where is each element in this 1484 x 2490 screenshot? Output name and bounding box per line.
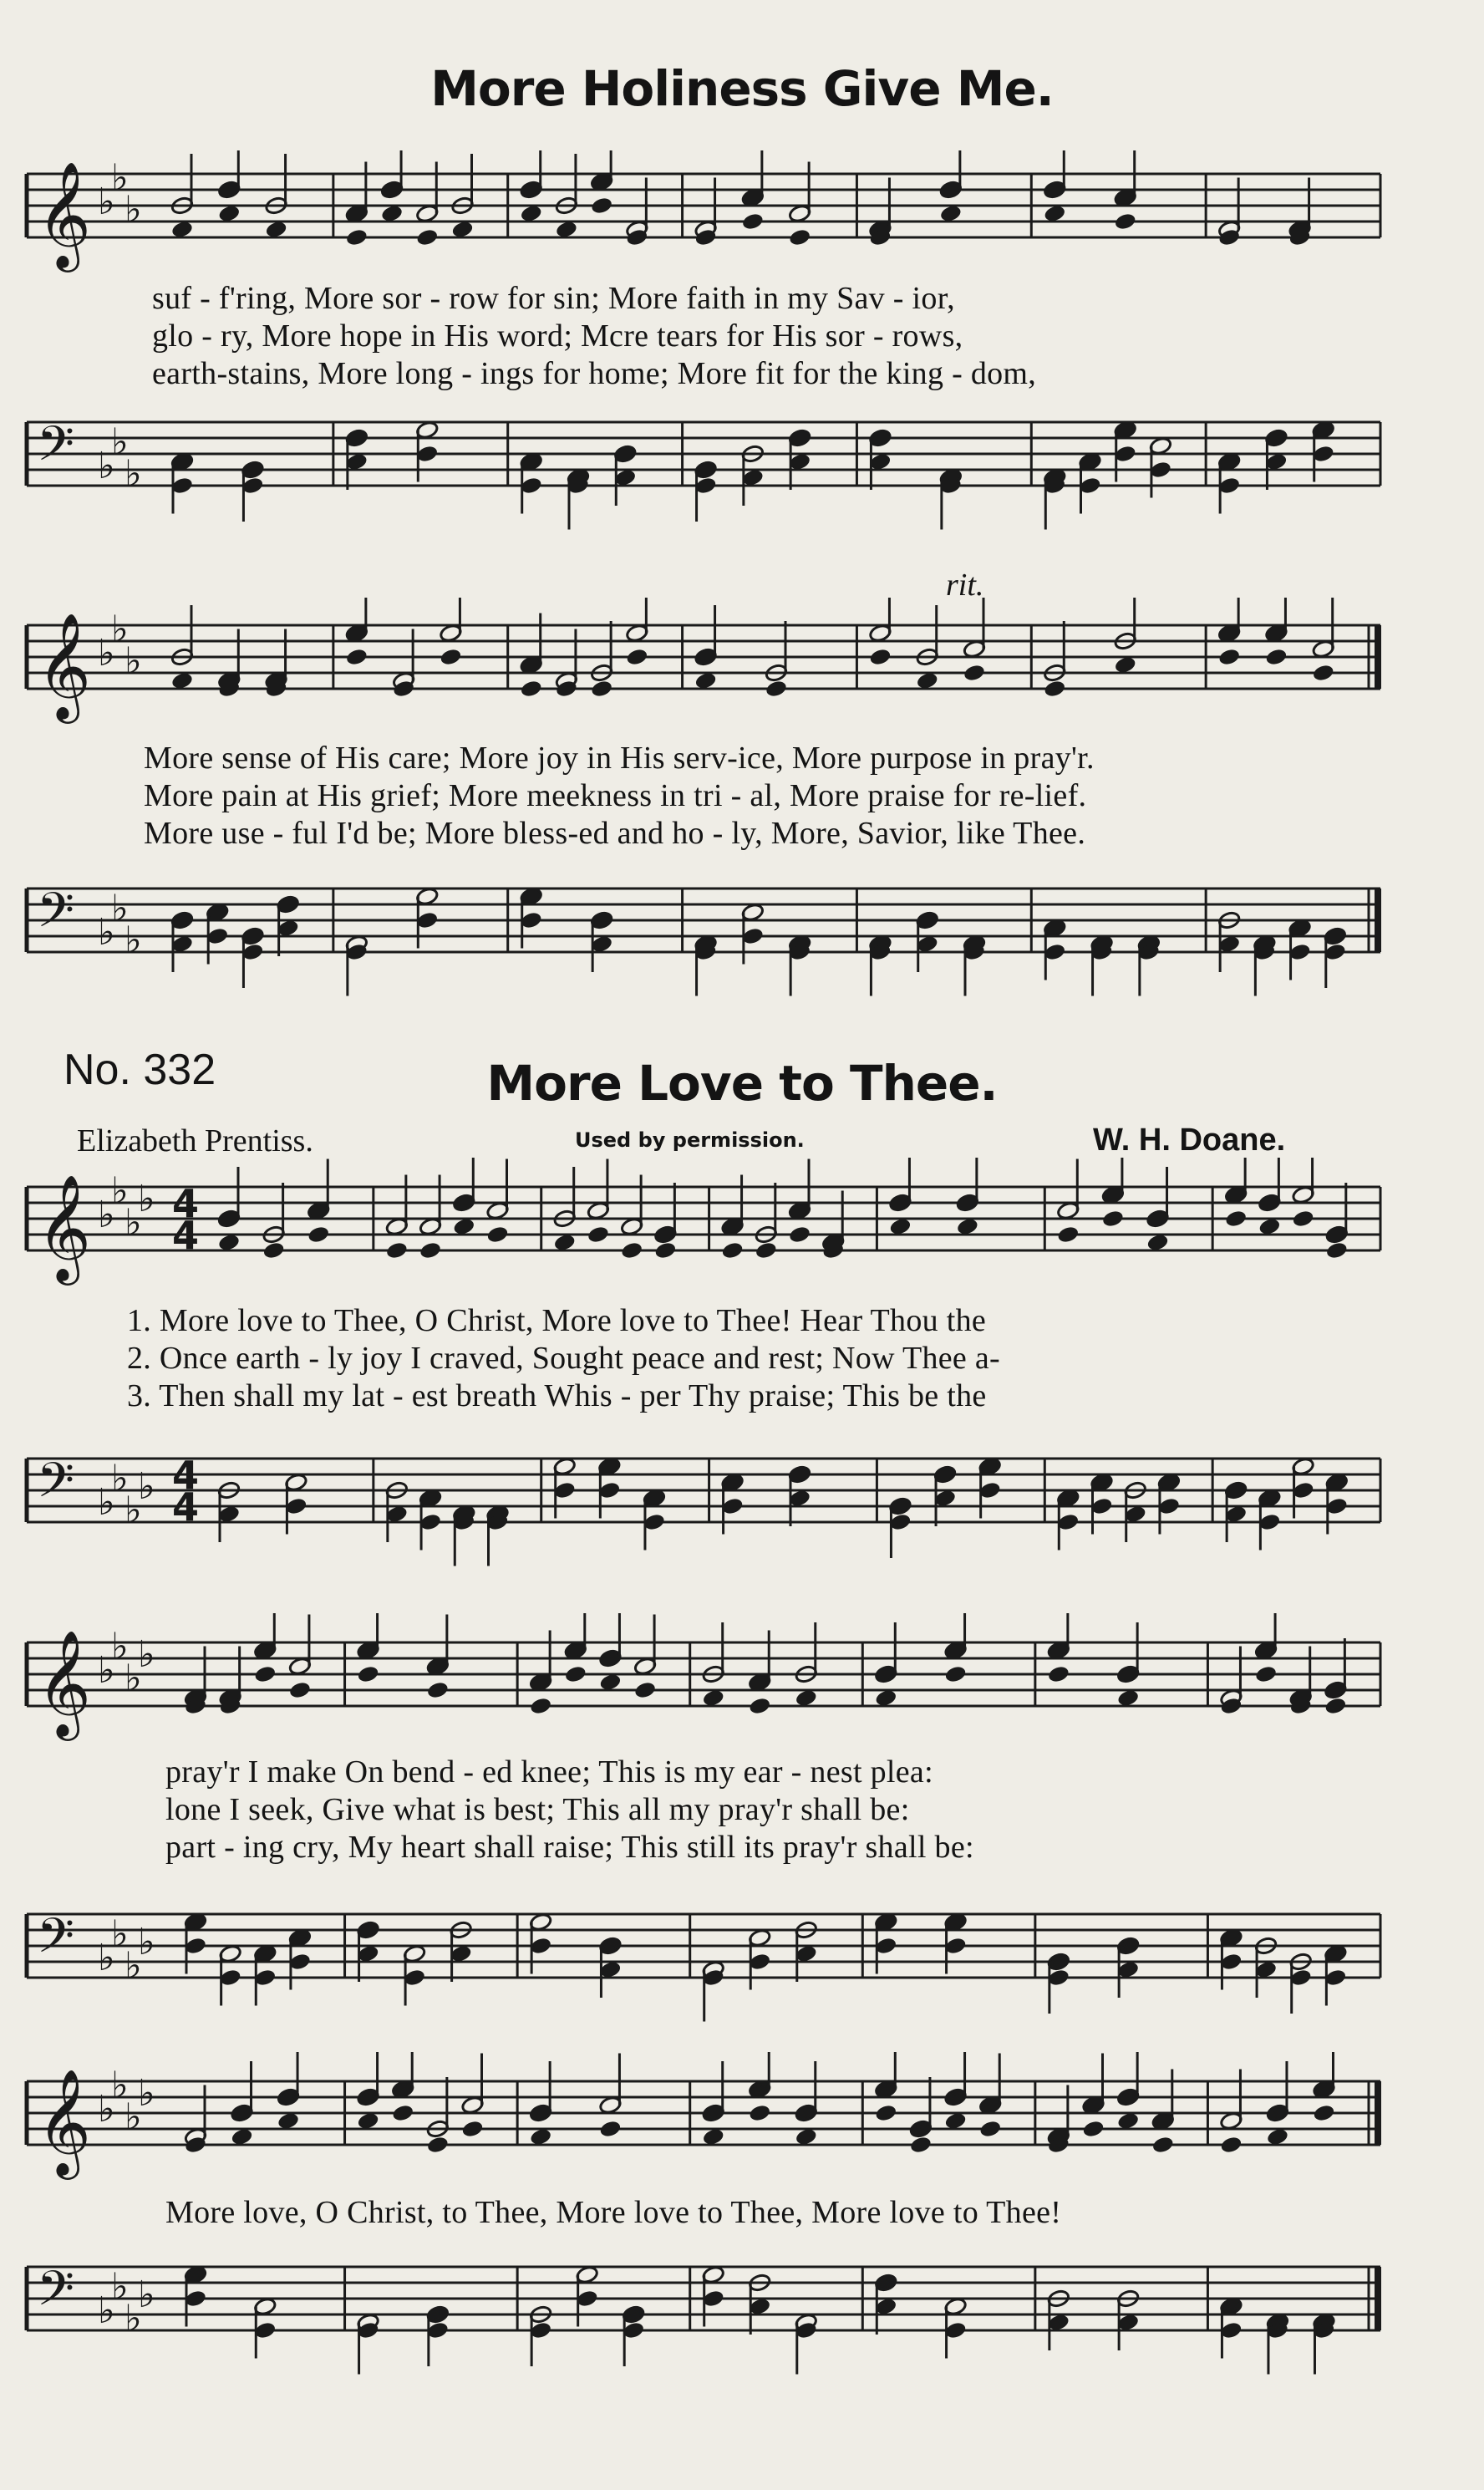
treble-clef-icon: 𝄞 bbox=[37, 1629, 92, 1736]
hymn2-system1-treble-staff bbox=[0, 1158, 1484, 1308]
time-signature-bottom: 4 bbox=[172, 1213, 200, 1258]
note-head bbox=[1047, 1664, 1070, 1683]
note-head bbox=[520, 679, 543, 698]
hymn1-system2-lyric-line-3: More use - ful I'd be; More bless-ed and ho - ly, More, Savior, like Thee. bbox=[144, 816, 1086, 851]
note-head bbox=[1151, 2135, 1175, 2154]
time-signature-top: 4 bbox=[172, 1453, 200, 1498]
flat-icon: ♭ bbox=[111, 2265, 129, 2309]
note-head bbox=[653, 1240, 677, 1260]
flat-icon: ♭ bbox=[138, 2274, 155, 2316]
hymn1-system2-lyric-line-1: More sense of His care; More joy in His serv-ice, More purpose in pray'r. bbox=[144, 741, 1095, 776]
note-head bbox=[1264, 647, 1288, 666]
hymn1-title: More Holiness Give Me. bbox=[430, 60, 1054, 117]
flat-icon: ♭ bbox=[111, 1169, 129, 1213]
hymn2-permission-note: Used by permission. bbox=[575, 1128, 805, 1152]
flat-icon: ♭ bbox=[98, 1649, 115, 1692]
note-head bbox=[625, 647, 648, 666]
flat-icon: ♭ bbox=[111, 420, 129, 464]
hymn2-system3-lyric-line-1: More love, O Christ, to Thee, More love to Thee, More love to Thee! bbox=[165, 2195, 1062, 2230]
note-head bbox=[1292, 1209, 1315, 1228]
flat-icon: ♭ bbox=[125, 2095, 142, 2139]
note-head bbox=[587, 1225, 610, 1244]
treble-clef-icon: 𝄞 bbox=[37, 2068, 92, 2175]
hymn2-system1-bass-staff bbox=[0, 1425, 1484, 1576]
flat-icon: ♭ bbox=[125, 2297, 142, 2340]
hymn2-system2-lyric-line-1: pray'r I make On bend - ed knee; This is my ear - nest plea: bbox=[165, 1754, 933, 1790]
hymn1-system2-treble-staff bbox=[0, 598, 1484, 748]
note-head bbox=[1043, 679, 1066, 698]
note-head bbox=[755, 1240, 778, 1260]
flat-icon: ♭ bbox=[125, 919, 142, 962]
note-head bbox=[963, 663, 986, 682]
bass-clef-icon: 𝄢 bbox=[37, 1452, 75, 1520]
note-head bbox=[485, 1225, 509, 1244]
bass-clef-icon: 𝄢 bbox=[37, 2260, 75, 2329]
flat-icon: ♭ bbox=[111, 1912, 129, 1956]
note-head bbox=[288, 1680, 312, 1699]
note-head bbox=[1324, 1696, 1347, 1715]
flat-icon: ♭ bbox=[98, 2088, 115, 2131]
hymn2-system3-bass-staff bbox=[0, 2233, 1484, 2384]
note-head bbox=[978, 2119, 1002, 2138]
flat-icon: ♭ bbox=[98, 445, 115, 487]
bass-clef-icon: 𝄢 bbox=[37, 415, 75, 484]
note-head bbox=[598, 2119, 622, 2138]
flat-icon: ♭ bbox=[111, 887, 129, 930]
flat-icon: ♭ bbox=[111, 2064, 129, 2107]
note-head bbox=[253, 1664, 277, 1683]
flat-icon: ♭ bbox=[138, 1178, 155, 1220]
note-head bbox=[1254, 1664, 1278, 1683]
flat-icon: ♭ bbox=[98, 911, 115, 954]
note-head bbox=[1081, 2119, 1105, 2138]
note-head bbox=[765, 679, 788, 698]
note-head bbox=[1312, 2103, 1335, 2122]
note-head bbox=[944, 1664, 968, 1683]
flat-icon: ♭ bbox=[138, 1921, 155, 1963]
note-head bbox=[1114, 211, 1137, 231]
hymn1-system1-lyric-line-3: earth-stains, More long - ings for home; More fit for the king - dom, bbox=[152, 356, 1037, 391]
note-head bbox=[741, 211, 765, 231]
note-head bbox=[391, 2103, 414, 2122]
note-head bbox=[590, 679, 613, 698]
note-head bbox=[426, 2135, 450, 2154]
hymn1-system1-lyric-line-2: glo - ry, More hope in His word; Mcre tears for His sor - rows, bbox=[152, 318, 963, 354]
hymn2-system2-lyric-line-3: part - ing cry, My heart shall raise; This still its pray'r shall be: bbox=[165, 1830, 974, 1865]
flat-icon: ♭ bbox=[125, 1489, 142, 1532]
flat-icon: ♭ bbox=[98, 2289, 115, 2332]
note-head bbox=[426, 1680, 450, 1699]
hymn2-author: Elizabeth Prentiss. bbox=[77, 1123, 313, 1158]
hymn2-title: More Love to Thee. bbox=[486, 1055, 998, 1112]
flat-icon: ♭ bbox=[125, 1201, 142, 1245]
note-head bbox=[357, 1664, 380, 1683]
note-head bbox=[721, 1240, 745, 1260]
flat-icon: ♭ bbox=[138, 1465, 155, 1508]
hymn1-rit-mark: rit. bbox=[946, 568, 984, 603]
note-head bbox=[1312, 663, 1335, 682]
note-head bbox=[385, 1240, 409, 1260]
note-head bbox=[633, 1680, 657, 1699]
treble-clef-icon: 𝄞 bbox=[37, 160, 92, 267]
hymn2-system2-treble-staff bbox=[0, 1613, 1484, 1764]
note-head bbox=[415, 227, 439, 247]
flat-icon: ♭ bbox=[111, 608, 129, 651]
note-head bbox=[788, 227, 811, 247]
note-head bbox=[1056, 1225, 1080, 1244]
hymn1-system1-treble-staff bbox=[0, 150, 1484, 301]
flat-icon: ♭ bbox=[98, 1481, 115, 1524]
note-head bbox=[439, 647, 462, 666]
hymn1-system2-bass-staff bbox=[0, 857, 1484, 1007]
note-head bbox=[1224, 1209, 1248, 1228]
flat-icon: ♭ bbox=[98, 1194, 115, 1236]
flat-icon: ♭ bbox=[125, 1944, 142, 1988]
hymn1-system1-bass-staff bbox=[0, 393, 1484, 543]
hymn2-system3-treble-staff bbox=[0, 2052, 1484, 2202]
hymn1-system1-lyric-line-1: suf - f'ring, More sor - row for sin; More faith in my Sav - ior, bbox=[152, 281, 955, 316]
time-signature-bottom: 4 bbox=[172, 1484, 200, 1530]
time-signature-top: 4 bbox=[172, 1181, 200, 1226]
flat-icon: ♭ bbox=[125, 452, 142, 496]
note-head bbox=[1219, 2135, 1243, 2154]
hymn2-number: No. 332 bbox=[64, 1046, 216, 1094]
hymn1-system2-lyric-line-2: More pain at His grief; More meekness in tri - al, More praise for re-lief. bbox=[144, 778, 1087, 813]
note-head bbox=[307, 1225, 330, 1244]
hymn2-system2-bass-staff bbox=[0, 1885, 1484, 2035]
flat-icon: ♭ bbox=[111, 1625, 129, 1668]
flat-icon: ♭ bbox=[98, 181, 115, 223]
bass-clef-icon: 𝄢 bbox=[37, 1907, 75, 1976]
bass-clef-icon: 𝄢 bbox=[37, 882, 75, 950]
flat-icon: ♭ bbox=[111, 156, 129, 200]
note-head bbox=[909, 2135, 933, 2154]
hymn2-system2-lyric-line-2: lone I seek, Give what is best; This all my pray'r shall be: bbox=[165, 1792, 910, 1827]
note-head bbox=[748, 2103, 771, 2122]
hymn2-system1-lyric-line-3: 3. Then shall my lat - est breath Whis - per Thy praise; This be the bbox=[127, 1378, 987, 1413]
note-head bbox=[419, 1240, 442, 1260]
flat-icon: ♭ bbox=[111, 1457, 129, 1500]
hymn2-system1-lyric-line-1: 1. More love to Thee, O Christ, More love to Thee! Hear Thou the bbox=[127, 1303, 987, 1338]
note-head bbox=[868, 647, 892, 666]
note-head bbox=[620, 1240, 643, 1260]
note-head bbox=[564, 1664, 587, 1683]
note-head bbox=[262, 1240, 286, 1260]
treble-clef-icon: 𝄞 bbox=[37, 612, 92, 719]
hymn2-system1-lyric-line-2: 2. Once earth - ly joy I craved, Sought peace and rest; Now Thee a- bbox=[127, 1341, 1001, 1376]
note-head bbox=[1217, 647, 1241, 666]
flat-icon: ♭ bbox=[98, 632, 115, 675]
flat-icon: ♭ bbox=[125, 188, 142, 232]
hymn2-composer: W. H. Doane. bbox=[1093, 1123, 1286, 1158]
flat-icon: ♭ bbox=[125, 1657, 142, 1700]
note-head bbox=[345, 647, 368, 666]
flat-icon: ♭ bbox=[138, 2072, 155, 2115]
flat-icon: ♭ bbox=[125, 639, 142, 683]
note-head bbox=[788, 1225, 811, 1244]
note-head bbox=[345, 227, 368, 247]
flat-icon: ♭ bbox=[138, 1633, 155, 1676]
note-head bbox=[1325, 1240, 1349, 1260]
note-head bbox=[748, 1696, 771, 1715]
note-head bbox=[590, 196, 613, 215]
flat-icon: ♭ bbox=[98, 1937, 115, 1979]
treble-clef-icon: 𝄞 bbox=[37, 1174, 92, 1281]
note-head bbox=[460, 2119, 484, 2138]
note-head bbox=[874, 2103, 897, 2122]
note-head bbox=[1101, 1209, 1125, 1228]
note-head bbox=[529, 1696, 552, 1715]
